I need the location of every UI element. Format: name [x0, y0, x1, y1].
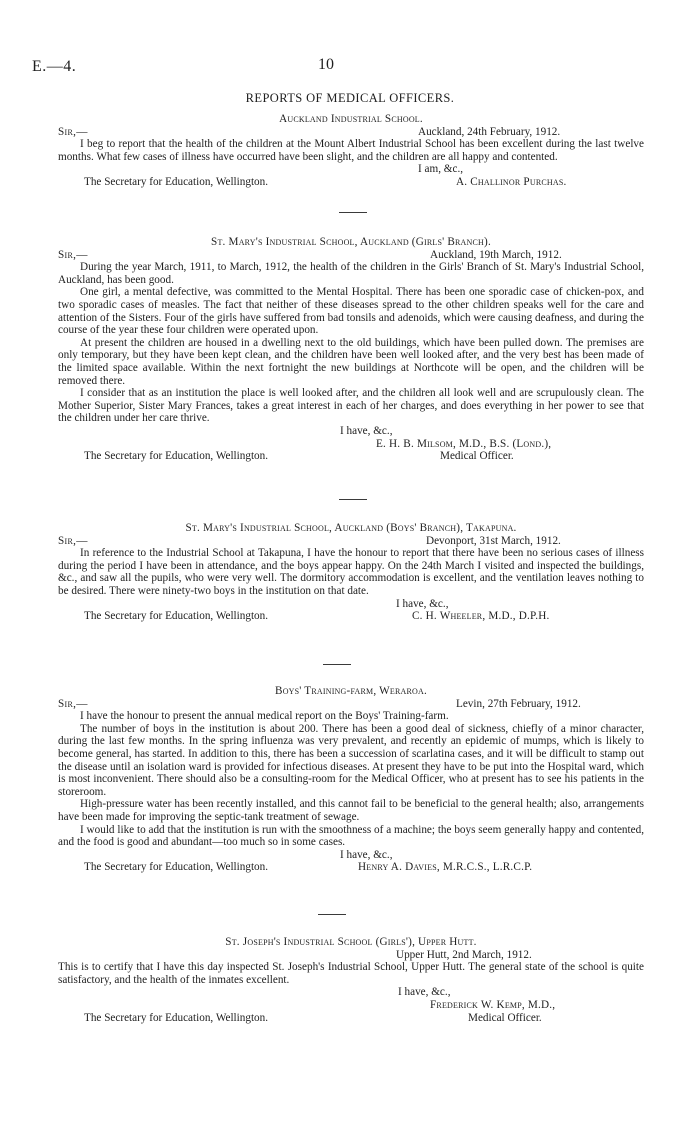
report-heading: St. Mary's Industrial School, Auckland (Boys' Branch), Takapuna. [185, 522, 517, 534]
addressee: The Secretary for Education, Wellington. [84, 861, 269, 874]
signature-row [58, 438, 644, 451]
salutation: Sir,— [58, 697, 88, 710]
report-paragraph: The number of boys in the institution is about 200. There has been a good deal of sickness, chiefly of a minor character, during the last few months. In the spring influenza was very prevalent, and recently an epidemic of mumps, which is likely to become general, has started. In addition to this, there has been a succession of scarlatina cases, and it will be difficult to stamp out the disease until an isolation ward is provided for infectious diseases. At present they have to be put into the Hospital ward, which is most inconvenient. There should also be a consulting-room for the Medical Officer, who at present has to see his patients in the storeroom. [58, 722, 644, 798]
salutation-row [58, 126, 644, 139]
closing-row [58, 163, 644, 176]
addressee: The Secretary for Education, Wellington. [84, 175, 269, 188]
place-date: Devonport, 31st March, 1912. [426, 534, 561, 547]
signature: Henry A. Davies, M.R.C.S., L.R.C.P. [358, 861, 533, 874]
closing: I have, &c., [340, 848, 393, 861]
signature-row [58, 999, 644, 1012]
report-paragraph: During the year March, 1911, to March, 1912, the health of the children in the Girls' Branch of St. Mary's Industrial School, Auckland, has been good. [58, 261, 644, 286]
signature-row [58, 861, 644, 874]
closing-row [58, 986, 644, 999]
title-row [58, 1012, 644, 1025]
title-row [58, 450, 644, 463]
report-st-marys-boys [58, 522, 644, 623]
report-paragraph: I have the honour to present the annual medical report on the Boys' Training-farm. [80, 710, 449, 723]
closing: I have, &c., [398, 986, 451, 999]
report-paragraph: In reference to the Industrial School at Takapuna, I have the honour to report that there have been no serious cases of illness during the period I have been in attendance, and the boys appear happy. On the 24th March I visited and inspected the buildings, &c., and saw all the pupils, who were very well. The dormitory accommodation is excellent, and the ventilation leaves nothing to be desired. There were ninety-two boys in the institution on that date. [58, 547, 644, 597]
report-paragraph: High-pressure water has been recently installed, and this cannot fail to be beneficial to the general health; also, arrangements have been made for improving the septic-tank treatment of sewage. [58, 798, 644, 823]
report-paragraph: One girl, a mental defective, was committed to the Mental Hospital. There has been one sporadic case of chicken-pox, and two sporadic cases of measles. The fact that neither of these diseases spread to the other children speaks well for the care and attention of the Sisters. Four of the girls have suffered from bad tonsils and adenoids, which were causing deafness, and during the course of the year these four children were operated upon. [58, 286, 644, 337]
closing-row [58, 598, 644, 611]
page-reference: E.—4. [32, 58, 77, 75]
report-heading: Auckland Industrial School. [279, 113, 423, 125]
place-date: Auckland, 19th March, 1912. [430, 248, 562, 261]
place-date: Upper Hutt, 2nd March, 1912. [396, 948, 532, 961]
salutation-row [58, 249, 644, 262]
salutation: Sir,— [58, 125, 88, 138]
salutation: Sir,— [58, 534, 88, 547]
report-paragraph: I consider that as an institution the place is well looked after, and the children all look well and are scrupulously clean. The Mother Superior, Sister Mary Frances, takes a great interest in each of her charges, and does everything in her power to see that the children under her care thrive. [58, 387, 644, 425]
signature: C. H. Wheeler, M.D., D.P.H. [412, 610, 550, 623]
closing: I am, &c., [418, 163, 464, 176]
report-paragraph: I would like to add that the institution is run with the smoothness of a machine; the boys seem generally happy and contented, and the food is good and abundant—too much so in some cases. [58, 823, 644, 849]
place-date: Auckland, 24th February, 1912. [418, 125, 561, 138]
salutation-row [58, 535, 644, 548]
closing-row [58, 425, 644, 438]
signature: A. Challinor Purchas. [456, 175, 567, 188]
salutation: Sir,— [58, 248, 88, 261]
report-boys-training-farm [58, 685, 644, 874]
report-paragraph: I beg to report that the health of the children at the Mount Albert Industrial School has been excellent during the last twelve months. What few cases of illness have occurred have been slight, and the children are all happy and contented. [58, 138, 644, 163]
section-divider [323, 664, 351, 665]
section-divider [339, 212, 367, 213]
report-st-marys-girls [58, 236, 644, 463]
closing: I have, &c., [340, 424, 393, 437]
salutation-row [58, 949, 644, 962]
signature-title: Medical Officer. [468, 1011, 542, 1024]
addressee: The Secretary for Education, Wellington. [84, 450, 269, 463]
addressee: The Secretary for Education, Wellington. [84, 610, 269, 623]
addressee: The Secretary for Education, Wellington. [84, 1011, 269, 1024]
closing-row [58, 849, 644, 862]
place-date: Levin, 27th February, 1912. [456, 697, 581, 710]
signature-title: Medical Officer. [440, 450, 514, 463]
report-paragraph: This is to certify that I have this day inspected St. Joseph's Industrial School, Upper Hutt. The general state of the school is quite satisfactory, and the health of the inmates excellent. [58, 961, 644, 986]
signature-row [58, 176, 644, 189]
signature: Frederick W. Kemp, M.D., [430, 998, 556, 1011]
salutation-row [58, 698, 644, 711]
signature: E. H. B. Milsom, M.D., B.S. (Lond.), [376, 437, 552, 450]
report-auckland-industrial-school [58, 113, 644, 189]
page-number: 10 [318, 56, 334, 73]
closing: I have, &c., [396, 597, 449, 610]
section-divider [318, 914, 346, 915]
report-paragraph: At present the children are housed in a dwelling next to the old buildings, which have been pulled down. The premises are only temporary, but they have been kept clean, and the children have been well looked after, and the very best has been made of the limited space available. Within the next fortnight the new buildings at Northcote will be open, and the children will be removed there. [58, 336, 644, 387]
report-st-josephs-girls [58, 936, 644, 1024]
report-heading: St. Mary's Industrial School, Auckland (Girls' Branch). [211, 236, 491, 248]
signature-row [58, 610, 644, 623]
section-divider [339, 499, 367, 500]
report-heading: St. Joseph's Industrial School (Girls'), Upper Hutt. [225, 936, 477, 948]
document-title: REPORTS OF MEDICAL OFFICERS. [245, 91, 455, 105]
report-heading: Boys' Training-farm, Weraroa. [275, 685, 427, 697]
